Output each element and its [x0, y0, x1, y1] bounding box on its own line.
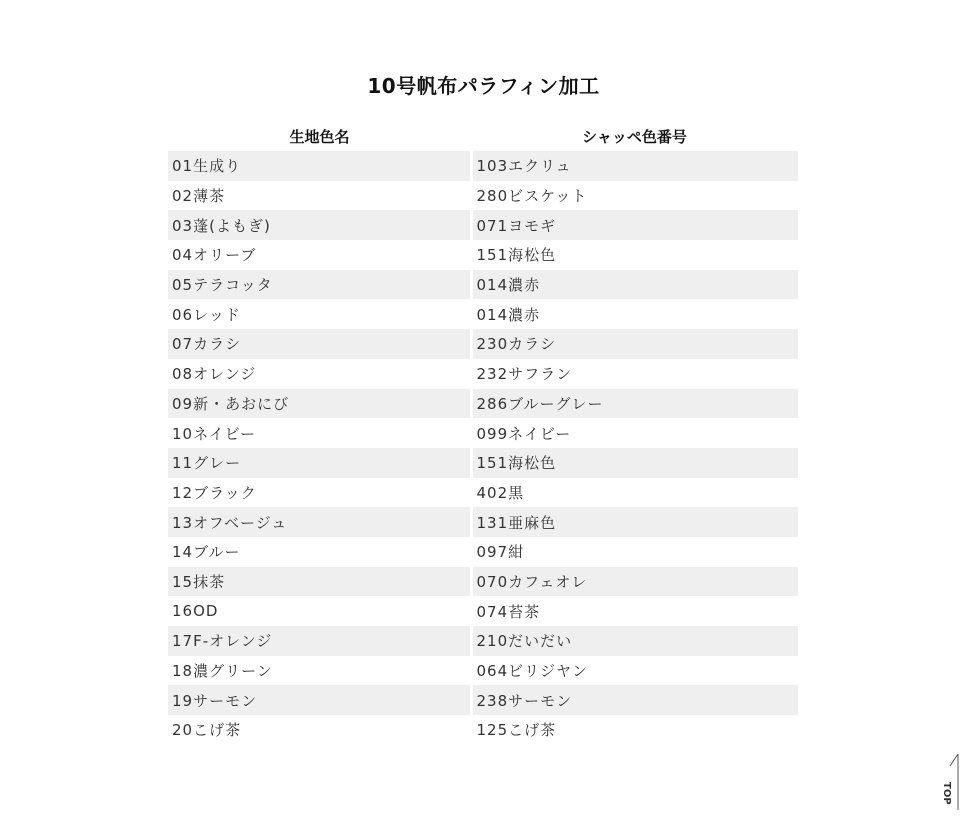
fabric-color-cell: 04オリーブ [168, 240, 471, 270]
table-row [168, 329, 798, 359]
table-header [168, 121, 798, 151]
table-row [168, 418, 798, 448]
table-row [168, 240, 798, 270]
thread-number-cell: 232サフラン [476, 365, 573, 384]
fabric-color-cell: 18濃グリーン [168, 656, 471, 686]
fabric-color-cell: 19サーモン [168, 685, 471, 715]
table-row [168, 596, 798, 626]
thread-number-cell: 402黒 [476, 483, 525, 502]
table-row [168, 151, 798, 181]
fabric-color-cell: 08オレンジ [168, 359, 471, 389]
back-to-top-link[interactable] [938, 752, 962, 812]
fabric-color-cell: 07カラシ [168, 329, 471, 359]
thread-number-cell: 014濃赤 [471, 270, 798, 300]
table-row [168, 478, 798, 508]
thread-number-cell: 097紺 [476, 543, 525, 562]
thread-number-cell: 099ネイビー [476, 424, 572, 443]
table-row [168, 656, 798, 686]
fabric-color-cell: 01生成り [168, 151, 471, 181]
table-header-row [168, 121, 798, 151]
table-row [168, 359, 798, 389]
thread-number-cell: 131亜麻色 [471, 507, 798, 537]
thread-number-cell: 286ブルーグレー [471, 389, 798, 419]
thread-number-cell: 210だいだい [471, 626, 798, 656]
table-row [168, 537, 798, 567]
table-row [168, 448, 798, 478]
page-title: 10号帆布パラフィン加工 [367, 74, 600, 98]
thread-number-cell: 151海松色 [476, 246, 557, 265]
fabric-color-cell: 11グレー [168, 448, 471, 478]
thread-number-cell: 230カラシ [471, 329, 798, 359]
color-table [168, 121, 798, 745]
table-row [168, 389, 798, 419]
thread-number-cell: 070カフェオレ [471, 567, 798, 597]
thread-number-cell: 151海松色 [471, 448, 798, 478]
fabric-color-cell: 15抹茶 [168, 567, 471, 597]
table-body [168, 151, 798, 745]
fabric-color-cell: 17F-オレンジ [168, 626, 471, 656]
thread-number-cell: 280ビスケット [476, 187, 588, 206]
thread-number-cell: 238サーモン [471, 685, 798, 715]
table-row [168, 299, 798, 329]
fabric-color-cell: 02薄茶 [168, 181, 471, 211]
fabric-color-cell: 13オフベージュ [168, 507, 471, 537]
fabric-color-cell: 14ブルー [168, 537, 471, 567]
table-row [168, 210, 798, 240]
fabric-color-cell: 06レッド [168, 299, 471, 329]
table-row [168, 715, 798, 745]
thread-number-cell: 125こげ茶 [476, 721, 557, 740]
thread-number-cell: 071ヨモギ [471, 210, 798, 240]
fabric-color-cell: 03蓬(よもぎ) [168, 210, 471, 240]
table-row [168, 507, 798, 537]
fabric-color-cell: 16OD [168, 596, 471, 626]
header-fabric-color: 生地色名 [289, 127, 350, 146]
table-row [168, 567, 798, 597]
table-row [168, 270, 798, 300]
header-thread-number: シャッペ色番号 [582, 127, 687, 146]
table-row [168, 626, 798, 656]
thread-number-cell: 103エクリュ [471, 151, 798, 181]
fabric-color-cell: 20こげ茶 [168, 715, 471, 745]
table-row [168, 181, 798, 211]
thread-number-cell: 014濃赤 [476, 305, 541, 324]
fabric-color-cell: 10ネイビー [168, 418, 471, 448]
fabric-color-cell: 09新・あおにび [168, 389, 471, 419]
fabric-color-cell: 05テラコッタ [168, 270, 471, 300]
table-row [168, 685, 798, 715]
back-to-top-label: TOP [941, 782, 952, 805]
thread-number-cell: 074苔茶 [476, 602, 541, 621]
fabric-color-cell: 12ブラック [168, 478, 471, 508]
thread-number-cell: 064ビリジヤン [476, 662, 588, 681]
